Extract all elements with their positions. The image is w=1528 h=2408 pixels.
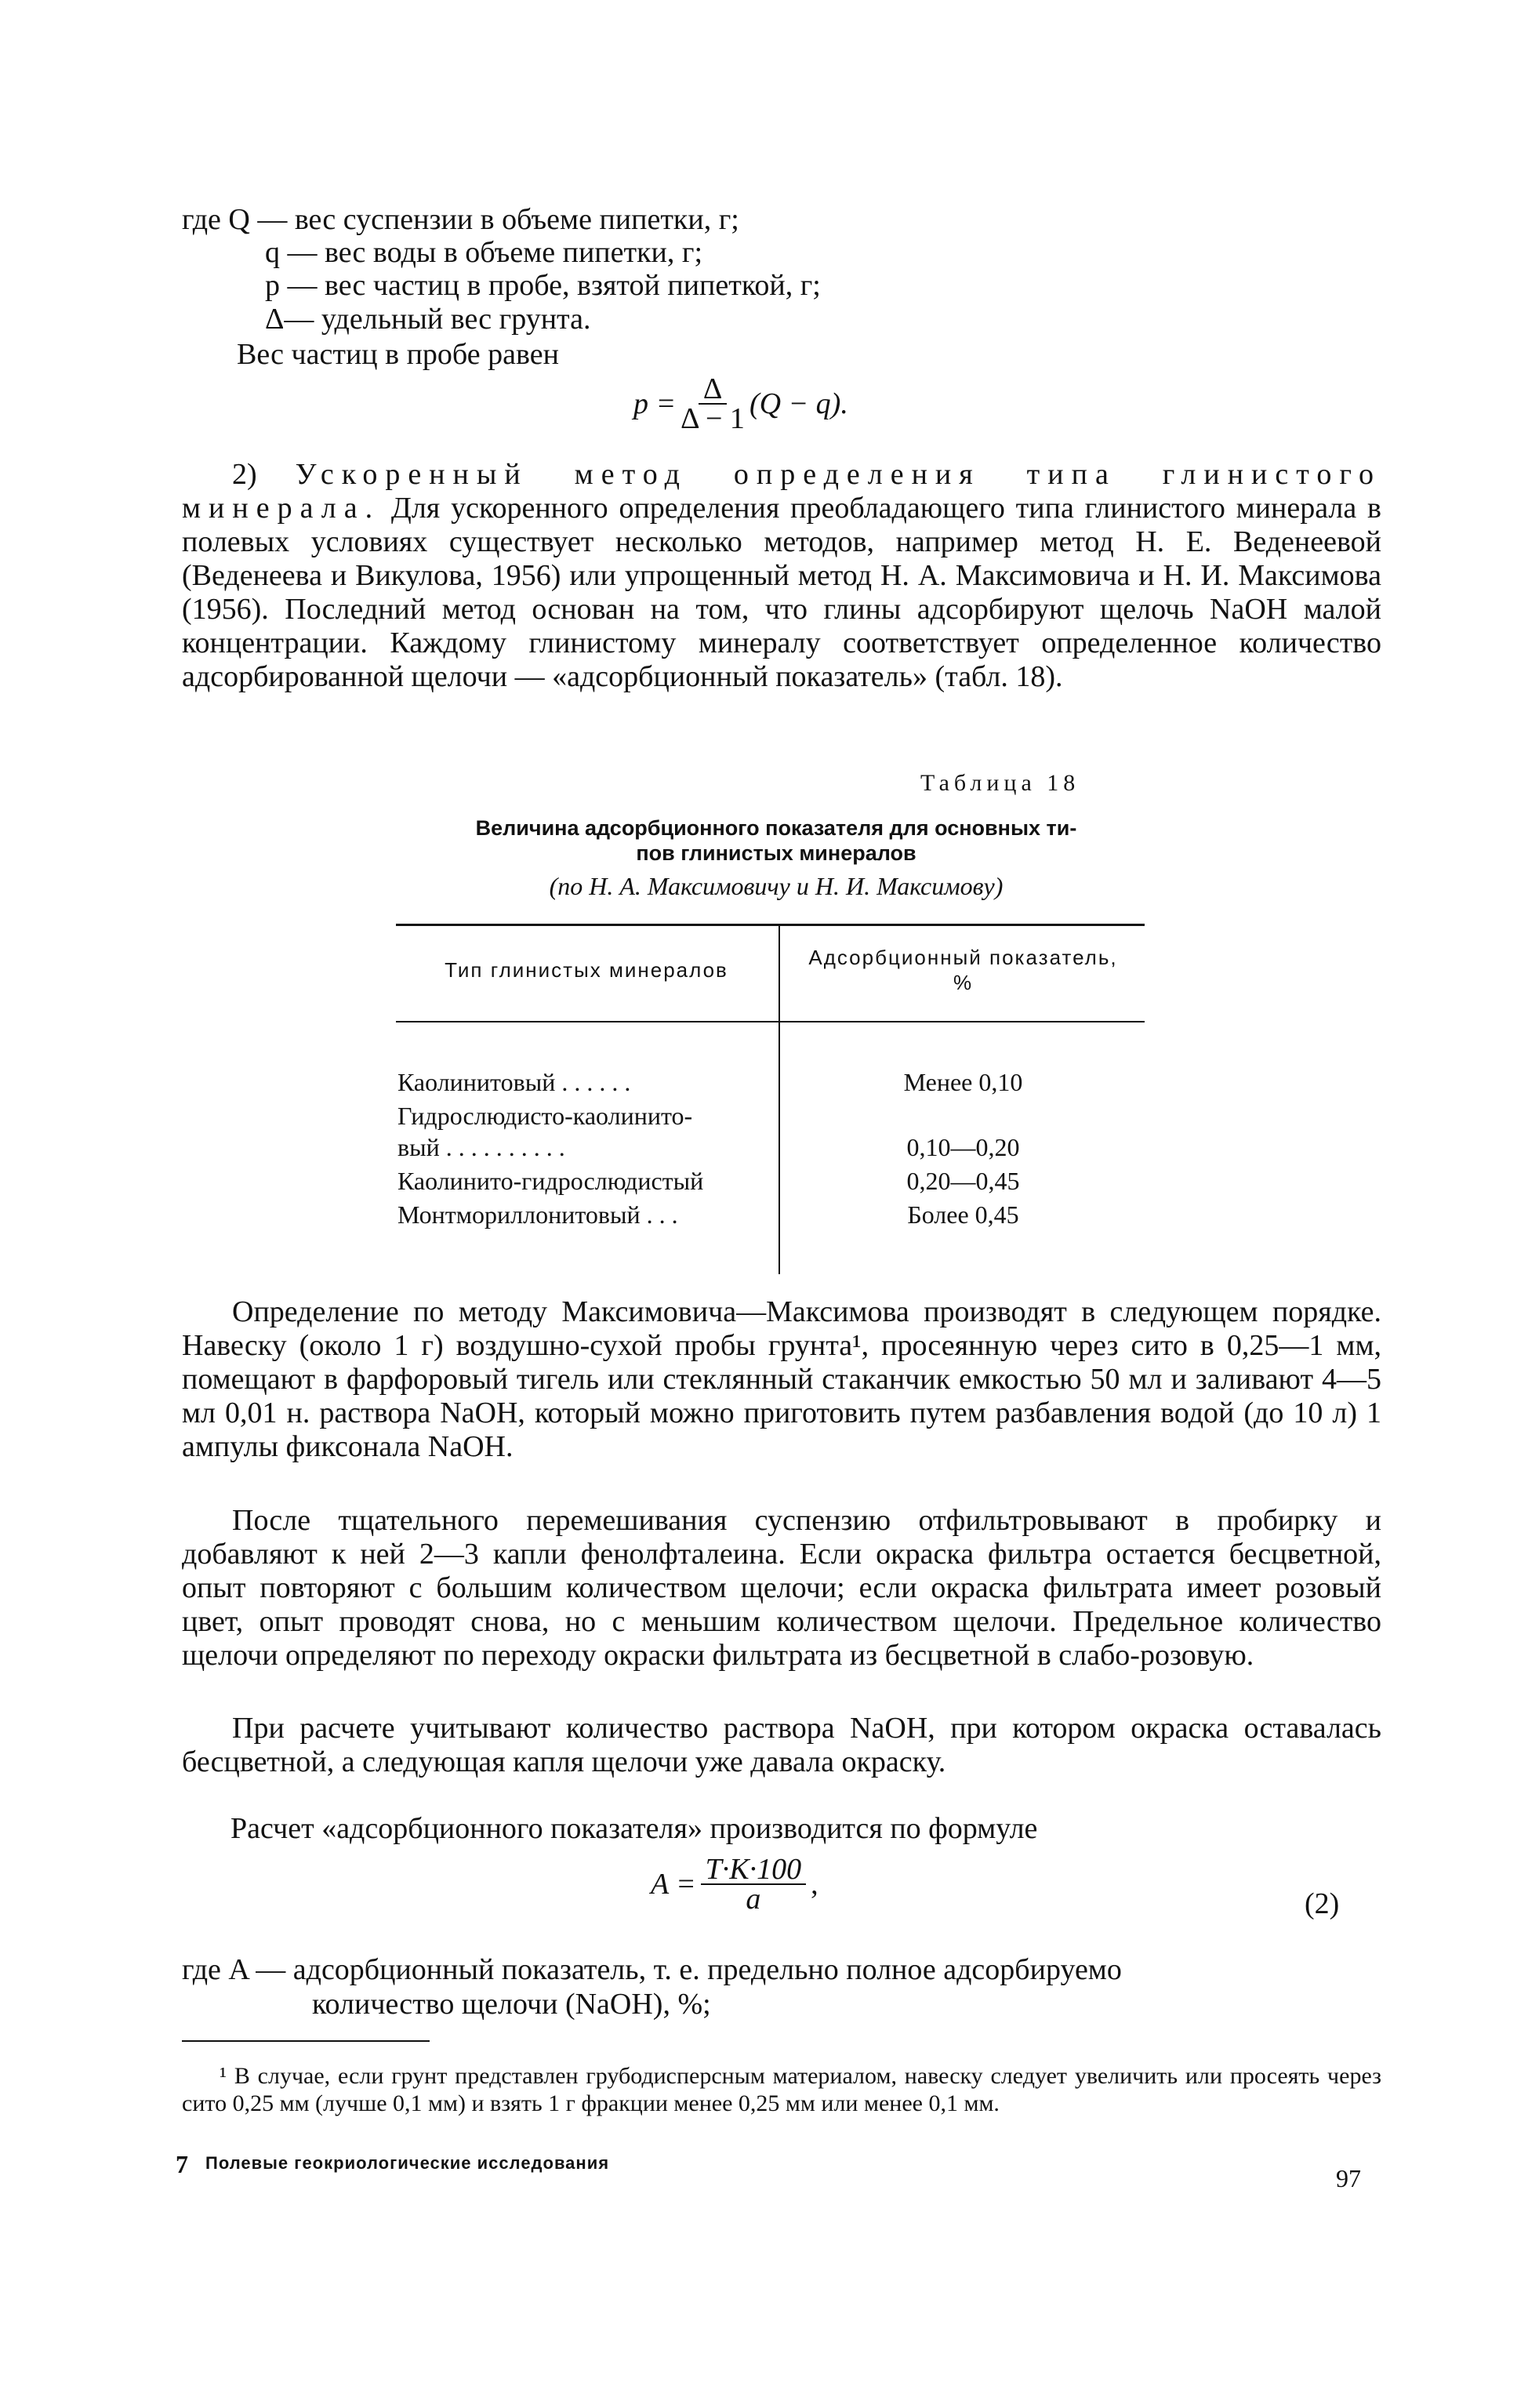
section2-body: Для ускоренного определения преобладающего типа глинистого минерала в полевых условиях существует несколько методов, например метод Н. Е. Веденеевой (Веденеева и Викулова, 1956) или упрощенный метод Н. А. Максимовича и Н. И. Максимова (1956). Последний метод основан на том, что глины адсорбируют щелочь NaOH малой концентрации. Каждому глинистому минералу соответствует определенное количество адсорбированной щелочи — «адсорбционный показатель» (табл. 18). <box>182 492 1381 693</box>
formula1-lhs: p = <box>633 387 677 420</box>
definition-p: p — вес частиц в пробе, взятой пипеткой, г; <box>265 269 821 302</box>
table-col2-header-line2: % <box>953 971 974 994</box>
table-header-rule <box>396 1021 1145 1022</box>
table-col2-header-line1: Адсорбционный показатель, <box>808 946 1118 969</box>
table-row-name: Гидрослюдисто-каолинито- <box>397 1102 693 1130</box>
section2-paragraph <box>182 458 1381 694</box>
formula2-denominator: a <box>746 1883 761 1916</box>
footnote: ¹ В случае, если грунт представлен грубодисперсным материалом, навеску следует увеличить или просеять через сито 0,25 мм (лучше 0,1 мм) и взять 1 г фракции менее 0,25 мм или менее 0,1 мм. <box>182 2063 1381 2116</box>
calculation-paragraph: При расчете учитывают количество раствора NaOH, при котором окраска оставалась бесцветной, а следующая капля щелочи уже давала окраску. <box>182 1712 1381 1778</box>
formula1-denominator: Δ − 1 <box>681 402 745 435</box>
table-label: Таблица 18 <box>920 770 1080 796</box>
book-title-footer: Полевые геокриологические исследования <box>205 2153 610 2173</box>
table-row-value: Более 0,45 <box>907 1200 1019 1229</box>
page-number: 97 <box>1336 2164 1361 2192</box>
table-row-value: 0,20—0,45 <box>906 1167 1020 1195</box>
table-row-name: Каолинито-гидрослюдистый <box>397 1167 704 1195</box>
table-row-name: Каолинитовый . . . . . . <box>397 1068 631 1096</box>
formula-intro: Расчет «адсорбционного показателя» производится по формуле <box>230 1812 1038 1845</box>
formula2-fraction <box>701 1853 806 1916</box>
formula1-rhs: (Q − q). <box>749 387 848 420</box>
table-row-name: Монтмориллонитовый . . . <box>397 1200 678 1229</box>
formula1-fraction <box>681 372 745 435</box>
formula-adsorption-index <box>651 1853 818 1916</box>
table-title <box>396 815 1156 866</box>
definition-q: где Q — вес суспензии в объеме пипетки, г; <box>182 203 739 236</box>
table-subtitle: (по Н. А. Максимовичу и Н. И. Максимову) <box>549 872 1004 900</box>
weight-intro: Вес частиц в пробе равен <box>237 338 559 371</box>
table-title-line1: Величина адсорбционного показателя для основных ти- <box>475 816 1077 840</box>
formula1-numerator: Δ <box>699 375 727 405</box>
table-row-name: вый . . . . . . . . . . <box>397 1133 565 1161</box>
footnote-rule <box>182 2040 430 2042</box>
section2-heading: Ускоренный метод определения типа глинистого минерала. <box>182 458 1381 525</box>
formula2-lhs: A = <box>651 1868 696 1901</box>
definition-delta: Δ— удельный вес грунта. <box>265 303 591 336</box>
section2-number: 2) <box>232 458 257 491</box>
signature-mark: 7 <box>176 2150 188 2178</box>
table-row-value: 0,10—0,20 <box>906 1133 1020 1161</box>
formula-particle-weight <box>633 372 848 435</box>
table-col1-header: Тип глинистых минералов <box>445 958 728 982</box>
table-title-line2: пов глинистых минералов <box>636 841 916 865</box>
table-col2-header <box>782 945 1145 995</box>
definition-a: где A — адсорбционный показатель, т. е. предельно полное адсорбируемо <box>182 1953 1122 1986</box>
formula2-tail: , <box>811 1868 818 1901</box>
table-column-divider <box>779 925 780 1274</box>
procedure-paragraph: После тщательного перемешивания суспензию отфильтровывают в пробирку и добавляют к ней 2—3 капли фенолфталеина. Если окраска фильтра остается бесцветной, опыт повторяют с большим количеством щелочи; если окраска фильтрата имеет розовый цвет, опыт проводят снова, но с меньшим количеством щелочи. Предельное количество щелочи определяют по переходу окраски фильтрата из бесцветной в слабо-розовую. <box>182 1504 1381 1672</box>
method-paragraph: Определение по методу Максимовича—Максимова производят в следующем порядке. Навеску (около 1 г) воздушно-сухой пробы грунта¹, просеянную через сито в 0,25—1 мм, помещают в фарфоровый тигель или стеклянный стаканчик емкостью 50 мл и заливают 4—5 мл 0,01 н. раствора NaOH, который можно приготовить путем разбавления водой (до 10 л) 1 ампулы фиксонала NaOH. <box>182 1295 1381 1463</box>
definition-a-cont: количество щелочи (NaOH), %; <box>312 1988 711 2021</box>
definition-small-q: q — вес воды в объеме пипетки, г; <box>265 236 703 269</box>
formula2-number: (2) <box>1305 1887 1340 1920</box>
formula2-numerator: T·K·100 <box>701 1855 806 1885</box>
table-row-value: Менее 0,10 <box>903 1068 1023 1096</box>
table-top-rule <box>396 924 1145 926</box>
